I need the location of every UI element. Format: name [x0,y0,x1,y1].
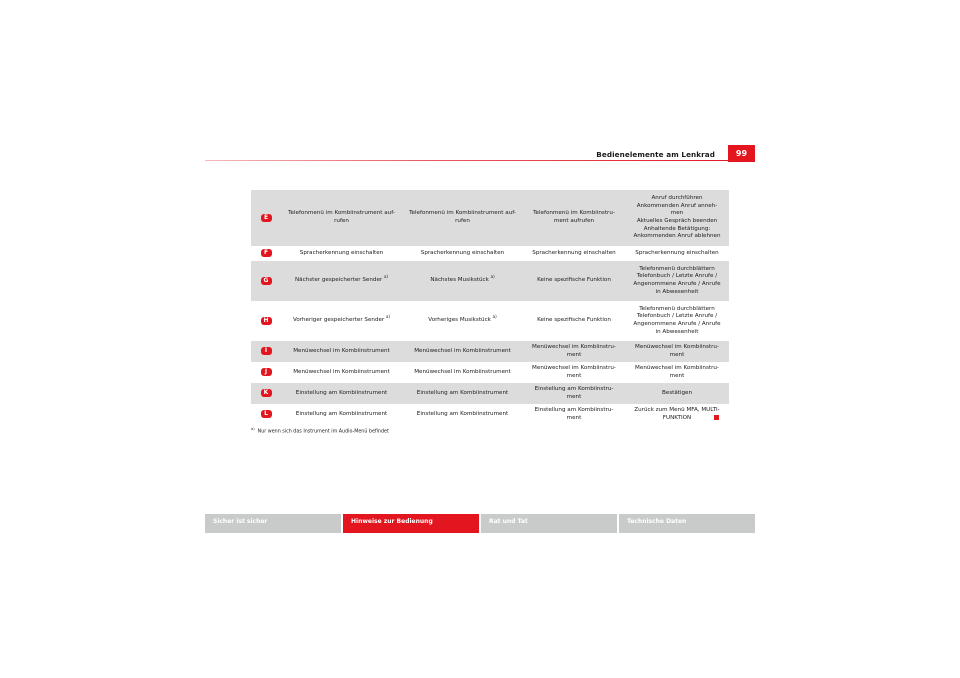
cell-text-line [627,344,727,352]
cell-text-line [283,274,400,285]
row-key-cell [251,301,281,341]
cell-text-line [627,407,727,415]
cell-text-line [627,415,727,423]
table-cell [402,362,523,383]
cell-text-line [627,266,727,274]
cell-text: in Abwesenheit [655,328,699,335]
table-cell [402,383,523,404]
cell-text-line [627,313,727,321]
cell-text: Nächstes Musikstück [430,277,489,284]
table-cell [523,404,625,425]
section-title: Bedienelemente am Lenkrad [596,150,715,159]
table-cell [625,246,729,261]
table-cell [281,301,402,341]
cell-text-line [525,277,623,285]
cell-text: Menüwechsel im Kombiinstru- [532,343,616,350]
key-badge: K [261,389,272,397]
cell-text-line [283,250,400,258]
table-row [251,246,729,261]
cell-text-line [627,365,727,373]
cell-text-line [283,314,400,325]
cell-text: Telefonmenü im Kombiinstrument auf- [288,210,395,217]
cell-text: Menüwechsel im Kombiinstrument [414,347,511,354]
cell-text: Bestätigen [661,389,693,396]
table-row [251,341,729,362]
row-key-cell [251,362,281,383]
cell-text-line [283,210,400,218]
key-badge: G [261,277,272,285]
footer-navigation [205,514,755,533]
cell-text-line [525,317,623,325]
cell-text: Menüwechsel im Kombiinstru- [635,364,719,371]
header-divider [205,160,755,161]
footer-tab-sicher-ist-sicher[interactable]: Sicher ist sicher [205,514,341,533]
cell-text: Einstellung am Kombiinstru- [534,406,614,413]
table-body [251,190,729,425]
cell-text-line [627,250,727,258]
cell-text: Nächster gespeicherter Sender [294,277,383,284]
table-row [251,190,729,246]
table-row [251,301,729,341]
cell-text-line [627,329,727,337]
cell-text-line [627,281,727,289]
cell-text-line [404,218,521,226]
cell-text: Spracherkennung einschalten [420,249,505,256]
cell-text-line [627,373,727,381]
cell-text-line [404,411,521,419]
cell-text-line [627,203,727,211]
cell-text: in Abwesenheit [655,288,699,295]
cell-text: Keine spezifische Funktion [537,277,611,284]
cell-text-line [627,306,727,314]
cell-text-line [627,390,727,398]
cell-text: Spracherkennung einschalten [532,249,616,256]
cell-text-line [404,274,521,285]
row-key-cell [251,341,281,362]
cell-text: Telefonmenü im Kombiinstru- [533,210,615,217]
table-cell [523,362,625,383]
cell-text: Spracherkennung einschalten [299,249,384,256]
footnote [251,427,389,435]
cell-text: Keine spezifische Funktion [537,317,611,324]
table-cell [625,261,729,301]
cell-text-line [627,218,727,226]
key-badge: E [261,214,272,222]
table-cell [281,404,402,425]
footer-tab-technische-daten[interactable]: Technische Daten [619,514,755,533]
footnote-ref: a) [386,314,391,320]
cell-text: Telefonmenü durchblättern [639,305,715,312]
cell-text-line [283,218,400,226]
cell-text: Angenommene Anrufe / Anrufe [633,321,721,327]
cell-text: ment [566,393,582,400]
cell-text: Menüwechsel im Kombiinstrument [414,368,511,375]
table-cell [625,301,729,341]
cell-text-line [627,195,727,203]
table-cell [523,246,625,261]
steering-wheel-controls-table [251,190,729,425]
cell-text: ment [566,372,582,379]
table-cell [402,190,523,246]
table-cell [625,190,729,246]
table-cell [402,261,523,301]
cell-text-line [525,344,623,352]
cell-text: Menüwechsel im Kombiinstru- [532,364,616,371]
key-badge: L [261,410,272,418]
cell-text-line [525,415,623,423]
table-cell [625,362,729,383]
cell-text: rufen [334,218,349,224]
cell-text-line [404,369,521,377]
table-cell [402,246,523,261]
table-cell [625,383,729,404]
cell-text-line [627,321,727,329]
footnote-ref: a) [492,314,497,320]
key-badge: I [261,347,272,355]
cell-text-line [525,250,623,258]
cell-text: ment [669,351,685,358]
table-cell [281,246,402,261]
footnote-ref: a) [490,274,495,280]
cell-text: Einstellung am Kombiinstrument [295,389,388,396]
cell-text: FUNKTION [662,414,692,421]
table-cell [523,301,625,341]
table-cell [281,190,402,246]
cell-text: Telefonbuch / Letzte Anrufe / [636,313,718,320]
cell-text-line [627,289,727,297]
table-cell [625,341,729,362]
cell-text-line [283,411,400,419]
table-cell [281,383,402,404]
key-badge: F [261,249,272,257]
cell-text: Menüwechsel im Kombiinstrument [293,347,390,354]
cell-text-line [525,365,623,373]
cell-text: Zurück zum Menü MFA, MULTI- [634,406,720,413]
cell-text-line [627,233,727,241]
cell-text: men [670,210,684,217]
cell-text: Einstellung am Kombiinstru- [534,385,614,392]
cell-text: Einstellung am Kombiinstrument [416,389,509,396]
cell-text: Einstellung am Kombiinstrument [416,410,509,417]
cell-text-line [525,373,623,381]
cell-text: Einstellung am Kombiinstrument [295,410,388,417]
cell-text: Anruf durchführen [651,195,703,202]
cell-text-line [525,407,623,415]
cell-text-line [283,348,400,356]
table-row [251,261,729,301]
cell-text-line [404,210,521,218]
footnote-text: Nur wenn sich das Instrument im Audio-Menü befindet [257,429,389,435]
cell-text: Menüwechsel im Kombiinstru- [635,343,719,350]
cell-text: Angenommene Anrufe / Anrufe [633,281,721,287]
table-cell [281,341,402,362]
table-cell [523,341,625,362]
key-badge: H [261,317,272,325]
cell-text: Telefonmenü im Kombiinstrument auf- [409,210,516,217]
table-row [251,362,729,383]
cell-text-line [627,273,727,281]
table-row [251,404,729,425]
row-key-cell [251,261,281,301]
cell-text: Anhaltende Betätigung: [643,225,711,232]
table-cell [523,190,625,246]
footer-tab-hinweise-zur-bedienung[interactable]: Hinweise zur Bedienung [343,514,479,533]
cell-text: rufen [455,218,470,224]
cell-text-line [525,218,623,226]
cell-text: ment [566,414,582,421]
footer-tab-rat-und-tat[interactable]: Rat und Tat [481,514,617,533]
cell-text-line [404,314,521,325]
cell-text: ment [566,351,582,358]
table-cell [402,404,523,425]
table-cell [281,362,402,383]
table-cell [402,341,523,362]
section-end-marker [714,415,719,420]
cell-text-line [283,390,400,398]
row-key-cell [251,246,281,261]
footnote-ref: a) [383,274,388,280]
cell-text-line [525,394,623,402]
cell-text-line [525,210,623,218]
table-cell [523,261,625,301]
cell-text-line [627,226,727,234]
footnote-marker: a) [251,427,255,431]
table-cell [402,301,523,341]
cell-text-line [525,352,623,360]
cell-text-line [404,390,521,398]
cell-text: Vorheriger gespeicherter Sender [292,317,385,324]
cell-text: Spracherkennung einschalten [635,249,719,256]
page-number: 99 [728,145,755,162]
cell-text-line [525,386,623,394]
key-badge: J [261,368,272,376]
row-key-cell [251,383,281,404]
cell-text-line [404,250,521,258]
cell-text-line [283,369,400,377]
row-key-cell [251,404,281,425]
cell-text-line [404,348,521,356]
cell-text: Telefonmenü durchblättern [639,265,715,272]
cell-text: Vorheriges Musikstück [428,317,491,324]
cell-text-line [627,210,727,218]
cell-text: Ankommenden Anruf ablehnen [633,233,721,240]
cell-text: Ankommenden Anruf anneh- [636,202,718,209]
cell-text-line [627,352,727,360]
table-cell [281,261,402,301]
cell-text: ment aufrufen [553,218,595,224]
cell-text: Telefonbuch / Letzte Anrufe / [636,273,718,280]
table-row [251,383,729,404]
cell-text: ment [669,372,685,379]
cell-text: Menüwechsel im Kombiinstrument [293,368,390,375]
cell-text: Aktuelles Gespräch beenden [636,218,718,224]
table-cell [523,383,625,404]
row-key-cell [251,190,281,246]
